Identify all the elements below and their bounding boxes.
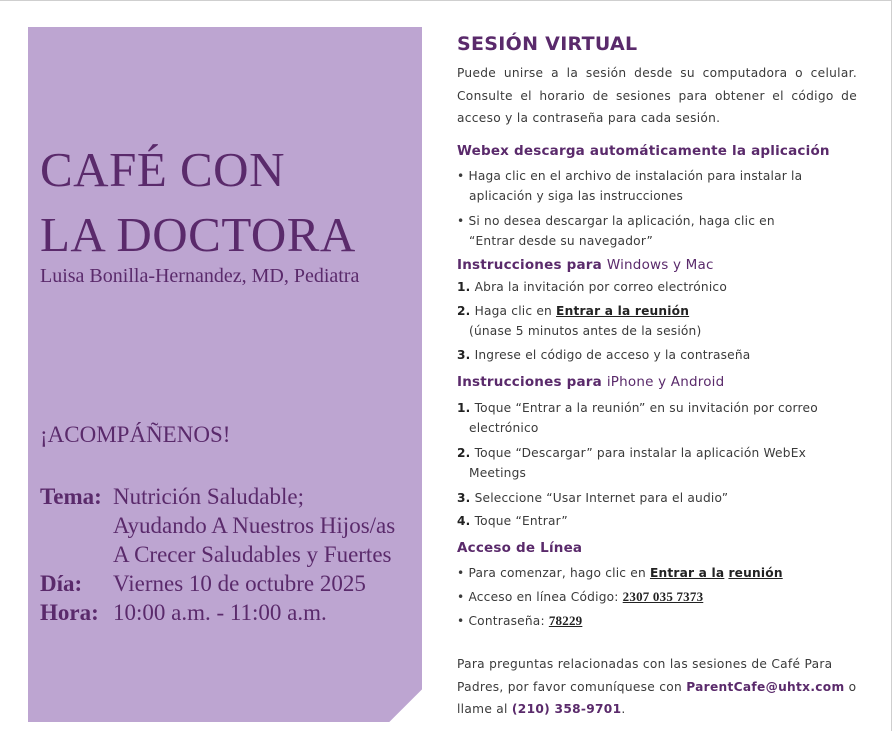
mobile-step-2 <box>457 443 837 483</box>
doctor-name: Luisa Bonilla-Hernandez, MD, Pediatra <box>40 265 360 287</box>
access-text: • Acceso en línea Código: <box>457 590 623 604</box>
windows-step-2 <box>457 301 837 341</box>
contact-line-1: Para preguntas relacionadas con las sesiones de Café Para <box>457 657 833 671</box>
contact-text: llame al <box>457 702 512 716</box>
step-number: 1. <box>457 401 471 415</box>
top-border <box>0 0 892 1</box>
access-item-2 <box>457 587 837 607</box>
step-text: Abra la invitación por correo electrónico <box>470 280 727 294</box>
tema-line-3: A Crecer Saludables y Fuertes <box>113 542 392 567</box>
contact-text: Padres, por favor comuníquese con <box>457 679 687 694</box>
intro-paragraph: Puede unirse a la sesión desde su computadora o celular. Consulte el horario de sesiones para obtener el código de acceso y la contraseña para cada sesión. <box>457 66 857 125</box>
step-number: 4. <box>457 514 471 528</box>
step-text: Seleccione “Usar Internet para el audio” <box>470 491 729 505</box>
contact-paragraph <box>457 653 857 721</box>
dia-label: Día: <box>40 571 83 596</box>
mobile-heading-platform: iPhone y Android <box>606 374 725 390</box>
join-meeting-link[interactable]: Entrar a la reunión <box>556 304 690 318</box>
windows-heading-platform: Windows y Mac <box>606 257 714 273</box>
join-link-part-1[interactable]: Entrar a la <box>649 566 725 580</box>
webex-heading: Webex descarga automáticamente la aplicación <box>457 143 830 159</box>
join-us-heading: ¡ACOMPÁÑENOS! <box>40 422 231 447</box>
contact-text: o <box>844 679 857 694</box>
webex-bullet-2 <box>457 211 837 251</box>
contact-email-link[interactable]: ParentCafe@uhtx.com <box>686 679 845 694</box>
access-text: • Contraseña: <box>457 614 549 628</box>
access-password: 78229 <box>548 613 583 628</box>
step-text-cont: electrónico <box>469 421 539 435</box>
step-text: Toque “Entrar a la reunión” en su invitación por correo <box>470 401 818 415</box>
title-line-2: LA DOCTORA <box>40 207 356 262</box>
windows-heading <box>457 257 714 273</box>
hora-label: Hora: <box>40 600 99 625</box>
contact-line-2 <box>457 676 857 699</box>
step-text-cont: Meetings <box>469 466 527 480</box>
virtual-session-heading: SESIÓN VIRTUAL <box>457 33 638 55</box>
contact-text: . <box>621 702 626 716</box>
step-text: Toque “Entrar” <box>470 514 568 528</box>
step-text: Haga clic en <box>470 304 557 318</box>
step-number: 2. <box>457 446 471 460</box>
webex-bullet-2-line-2: “Entrar desde su navegador” <box>469 234 654 248</box>
webex-bullet-1 <box>457 166 837 206</box>
windows-heading-prefix: Instrucciones para <box>457 257 607 273</box>
contact-phone: (210) 358-9701 <box>511 702 622 716</box>
hora-value: 10:00 a.m. - 11:00 a.m. <box>113 600 327 625</box>
join-link-part-2[interactable]: reunión <box>728 566 783 580</box>
webex-bullet-1-line-2: aplicación y siga las instrucciones <box>469 189 684 203</box>
step-text: Toque “Descargar” para instalar la aplicación WebEx <box>470 446 807 460</box>
mobile-step-4 <box>457 511 837 531</box>
title-line-1: CAFÉ CON <box>40 142 285 197</box>
access-code: 2307 035 7373 <box>622 589 704 604</box>
access-item-1 <box>457 563 837 583</box>
mobile-step-3 <box>457 488 837 508</box>
webex-bullet-1-line-1: • Haga clic en el archivo de instalación para instalar la <box>457 169 803 183</box>
windows-step-1 <box>457 277 837 297</box>
step-note: (únase 5 minutos antes de la sesión) <box>469 324 702 338</box>
windows-step-3 <box>457 345 837 365</box>
contact-line-3 <box>457 698 857 721</box>
tema-label: Tema: <box>40 484 102 509</box>
step-number: 3. <box>457 491 471 505</box>
access-heading: Acceso de Línea <box>457 540 583 556</box>
tema-line-2: Ayudando A Nuestros Hijos/as <box>113 513 396 538</box>
step-number: 1. <box>457 280 471 294</box>
step-number: 2. <box>457 304 471 318</box>
dia-value: Viernes 10 de octubre 2025 <box>113 571 366 596</box>
access-item-3 <box>457 611 837 631</box>
step-number: 3. <box>457 348 471 362</box>
step-text: Ingrese el código de acceso y la contraseña <box>470 348 751 362</box>
tema-line-1: Nutrición Saludable; <box>113 484 304 509</box>
mobile-step-1 <box>457 398 837 438</box>
webex-bullet-2-line-1: • Si no desea descargar la aplicación, haga clic en <box>457 214 775 228</box>
mobile-heading <box>457 374 724 390</box>
mobile-heading-prefix: Instrucciones para <box>457 374 607 390</box>
access-text: • Para comenzar, hago clic en <box>457 566 650 580</box>
